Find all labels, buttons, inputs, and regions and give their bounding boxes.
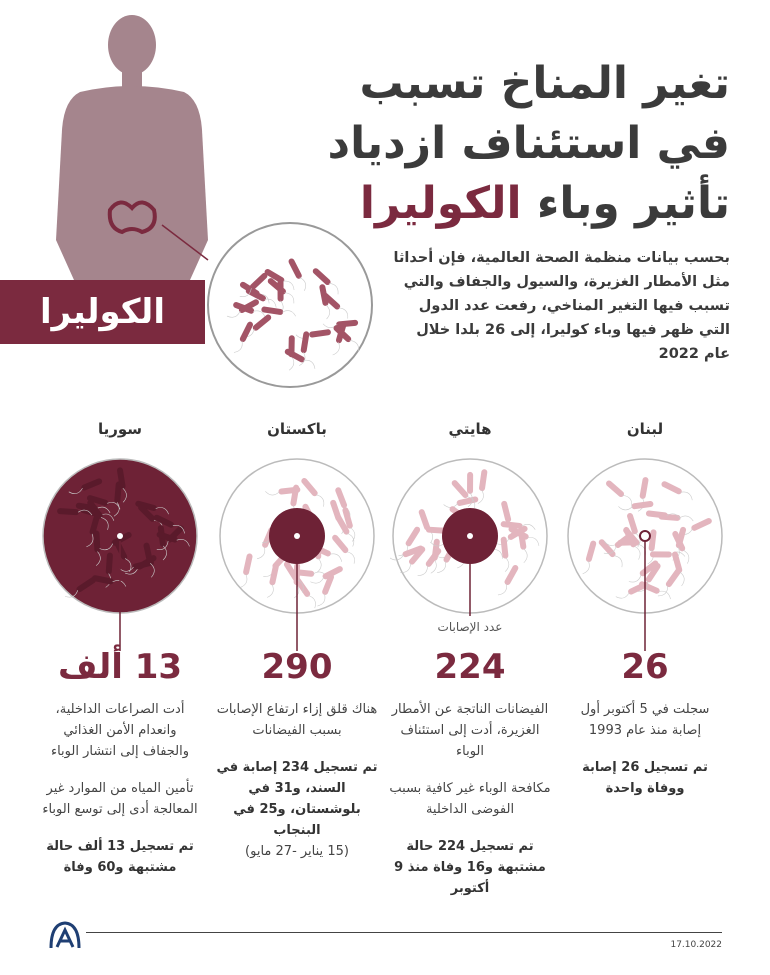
country-name: باكستان [267, 420, 327, 438]
description: تأمين المياه من الموارد غير المعالجة أدى إلى توسع الوباء [42, 781, 198, 817]
case-count: 26 [621, 647, 669, 687]
country-column [212, 420, 382, 862]
description: سجلت في 5 أكتوبر أول إصابة منذ عام 1993 [580, 702, 710, 738]
statistics: تم تسجيل 234 إصابة في السند، و31 في بلوشستان، و25 في البنجاب [216, 760, 378, 838]
title-line [330, 174, 730, 234]
country-name: لبنان [626, 420, 664, 438]
description: أدت الصراعات الداخلية، وانعدام الأمن الغذائي والجفاف إلى انتشار الوباء [50, 702, 190, 759]
case-count: 13 ألف [57, 647, 183, 687]
footer-divider [86, 932, 722, 933]
cases-indicator [640, 531, 650, 541]
cases-label: عدد الإصابات [420, 619, 520, 635]
date-range: (15 يناير -27 مايو) [245, 844, 349, 859]
country-name: هايتي [448, 420, 492, 438]
bacterium [467, 472, 473, 494]
aa-logo [48, 920, 82, 950]
description: الفيضانات الناتجة عن الأمطار الغزيرة، أدت إلى استئناف الوباء [391, 702, 549, 759]
description: هناك قلق إزاء ارتفاع الإصابات بسبب الفيضانات [216, 702, 378, 738]
country-column [560, 420, 730, 799]
bacteria-circle [565, 456, 725, 651]
statistics: تم تسجيل 26 إصابة ووفاة واحدة [582, 760, 708, 796]
statistics: تم تسجيل 224 حالة مشتبهة و16 وفاة منذ 9 أكتوبر [394, 839, 546, 896]
case-count: 224 [434, 647, 506, 687]
cholera-banner: الكوليرا [0, 280, 205, 344]
title-line: في استئناف ازدياد [327, 118, 730, 169]
statistics: تم تسجيل 13 ألف حالة مشتبهة و60 وفاة [46, 839, 194, 875]
case-count: 290 [261, 647, 333, 687]
description: مكافحة الوباء غير كافية بسبب الفوضى الداخلية [389, 781, 551, 817]
header-block [327, 54, 730, 366]
country-column [385, 420, 555, 899]
page-title [327, 54, 730, 234]
bacteria-circle [217, 456, 377, 651]
country-name: سوريا [97, 420, 143, 438]
title-prefix: تأثير وباء [521, 178, 730, 229]
intro-paragraph: بحسب بيانات منظمة الصحة العالمية، فإن أحداثا مثل الأمطار الغزيرة، والسيول والجفاف والتي تسبب فيها التغير المناخي، رفعت عدد الدول التي ظهر فيها وباء كوليرا، إلى 26 بلدا خلال عام 2022 [393, 250, 730, 362]
bacterium [650, 551, 672, 557]
title-highlight: الكوليرا [359, 178, 522, 229]
title-line: تغير المناخ تسبب [359, 58, 730, 109]
bacteria-circle [40, 456, 200, 651]
date: 17.10.2022 [670, 940, 722, 950]
country-column [35, 420, 205, 878]
